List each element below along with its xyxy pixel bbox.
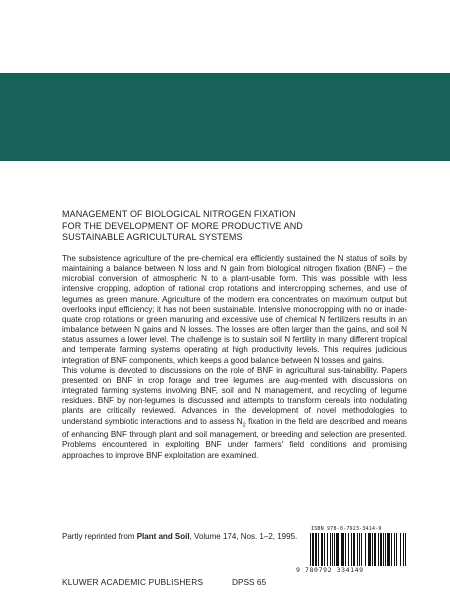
barcode-bar (368, 533, 369, 566)
ean-digits: 9 780792 334149 (296, 566, 364, 574)
barcode-bar (351, 533, 352, 566)
barcode-bar (400, 533, 401, 566)
barcode-bar (359, 533, 361, 566)
cover-color-band (0, 73, 450, 161)
barcode-bar (357, 533, 358, 566)
barcode-bar (327, 533, 328, 566)
barcode-bar (330, 533, 331, 566)
title-line: FOR THE DEVELOPMENT OF MORE PRODUCTIVE AND (62, 220, 303, 231)
barcode-bar (380, 533, 382, 566)
barcode-bar (372, 533, 373, 566)
barcode-bar (396, 533, 397, 566)
barcode-bar (310, 533, 311, 566)
barcode-bar (361, 533, 362, 566)
reprint-credit (62, 532, 302, 542)
barcode-bar (394, 533, 396, 566)
barcode-bar (369, 533, 371, 566)
barcode-bar (385, 533, 387, 566)
barcode-bar (348, 533, 349, 566)
barcode-bar (378, 533, 379, 566)
isbn-label: ISBN 978-0-7923-3414-9 (311, 526, 382, 532)
title-line: SUSTAINABLE AGRICULTURAL SYSTEMS (62, 232, 243, 242)
credit-suffix: , Volume 174, Nos. 1–2, 1995. (189, 532, 298, 541)
barcode-bar (321, 533, 323, 566)
subscript-2: 2 (242, 422, 246, 429)
title-line: MANAGEMENT OF BIOLOGICAL NITROGEN FIXATION (62, 209, 296, 219)
blurb-paragraph-2 (62, 366, 407, 461)
blurb-paragraph-2-end: fixation in the field are described and means of enhancing BNF through plant and soil management, or breeding and selection are presented. Problems encountered in exploiting BNF under farmers' field conditions and promising approaches to improve BNF exploitation are examined. (62, 416, 407, 460)
blurb (62, 254, 407, 461)
barcode-bar (391, 533, 392, 566)
barcode-bar (353, 533, 355, 566)
credit-prefix: Partly reprinted from (62, 532, 137, 541)
barcode-bar (312, 533, 314, 566)
barcode-bar (315, 533, 318, 566)
blurb-paragraph-2-start: This volume is devoted to discussions on the role of BNF in agricultural sus-tainability. Papers presented on BNF in crop forage and tree legumes are aug-mented with discussions on integrated farming systems involving BNF, soil and N management, and recycling of legume residues. BNF by non-legumes is discussed and attempts to transform cereals into nodulating plants are critically reviewed. Advances in the development of novel methodologies to understand symbiotic interactions and to assess N (62, 365, 407, 426)
isbn-barcode (296, 526, 408, 574)
journal-name: Plant and Soil (136, 532, 190, 541)
barcode-bar (324, 533, 325, 566)
barcode-bar (405, 533, 407, 566)
barcode-bars (310, 533, 406, 566)
barcode-bar (403, 533, 404, 566)
barcode-bar (336, 533, 339, 566)
series-number: DPSS 65 (232, 577, 267, 587)
barcode-bar (341, 533, 342, 566)
barcode-bar (365, 533, 366, 566)
blurb-paragraph-1: The subsistence agriculture of the pre-chemical era efficiently sustained the N status of soils by maintaining a balance between N loss and N gain from biological nitrogen fixation (BNF) – the microbial conversion of atmospheric N to a plant-usable form. This was possible with less intensive cropping, adoption of rational crop rotations and intercropping schemes, and use of legumes as green manure. Agriculture of the modern era concentrates on maximum output but overlooks input efficiency; it has not been sustainable. Intensive monocropping with no or inade-quate crop rotations or green manuring and excessive use of chemical N fertilizers results in an imbalance between N gains and N losses. The losses are often larger than the gains, and soil N status assumes a lower level. The challenge is to sustain soil N fertility in many different tropical and temperate farming systems operating at high productivity levels. This requires judicious integration of BNF components, which keeps a good balance between N losses and gains. (62, 254, 407, 365)
barcode-bar (383, 533, 384, 566)
barcode-bar (334, 533, 335, 566)
barcode-bar (342, 533, 344, 566)
barcode-bar (345, 533, 346, 566)
publisher-name: KLUWER ACADEMIC PUBLISHERS (62, 577, 204, 587)
barcode-bar (387, 533, 390, 566)
barcode-bar (318, 533, 319, 566)
barcode-bar (332, 533, 334, 566)
barcode-bar (374, 533, 376, 566)
book-title (62, 209, 402, 244)
